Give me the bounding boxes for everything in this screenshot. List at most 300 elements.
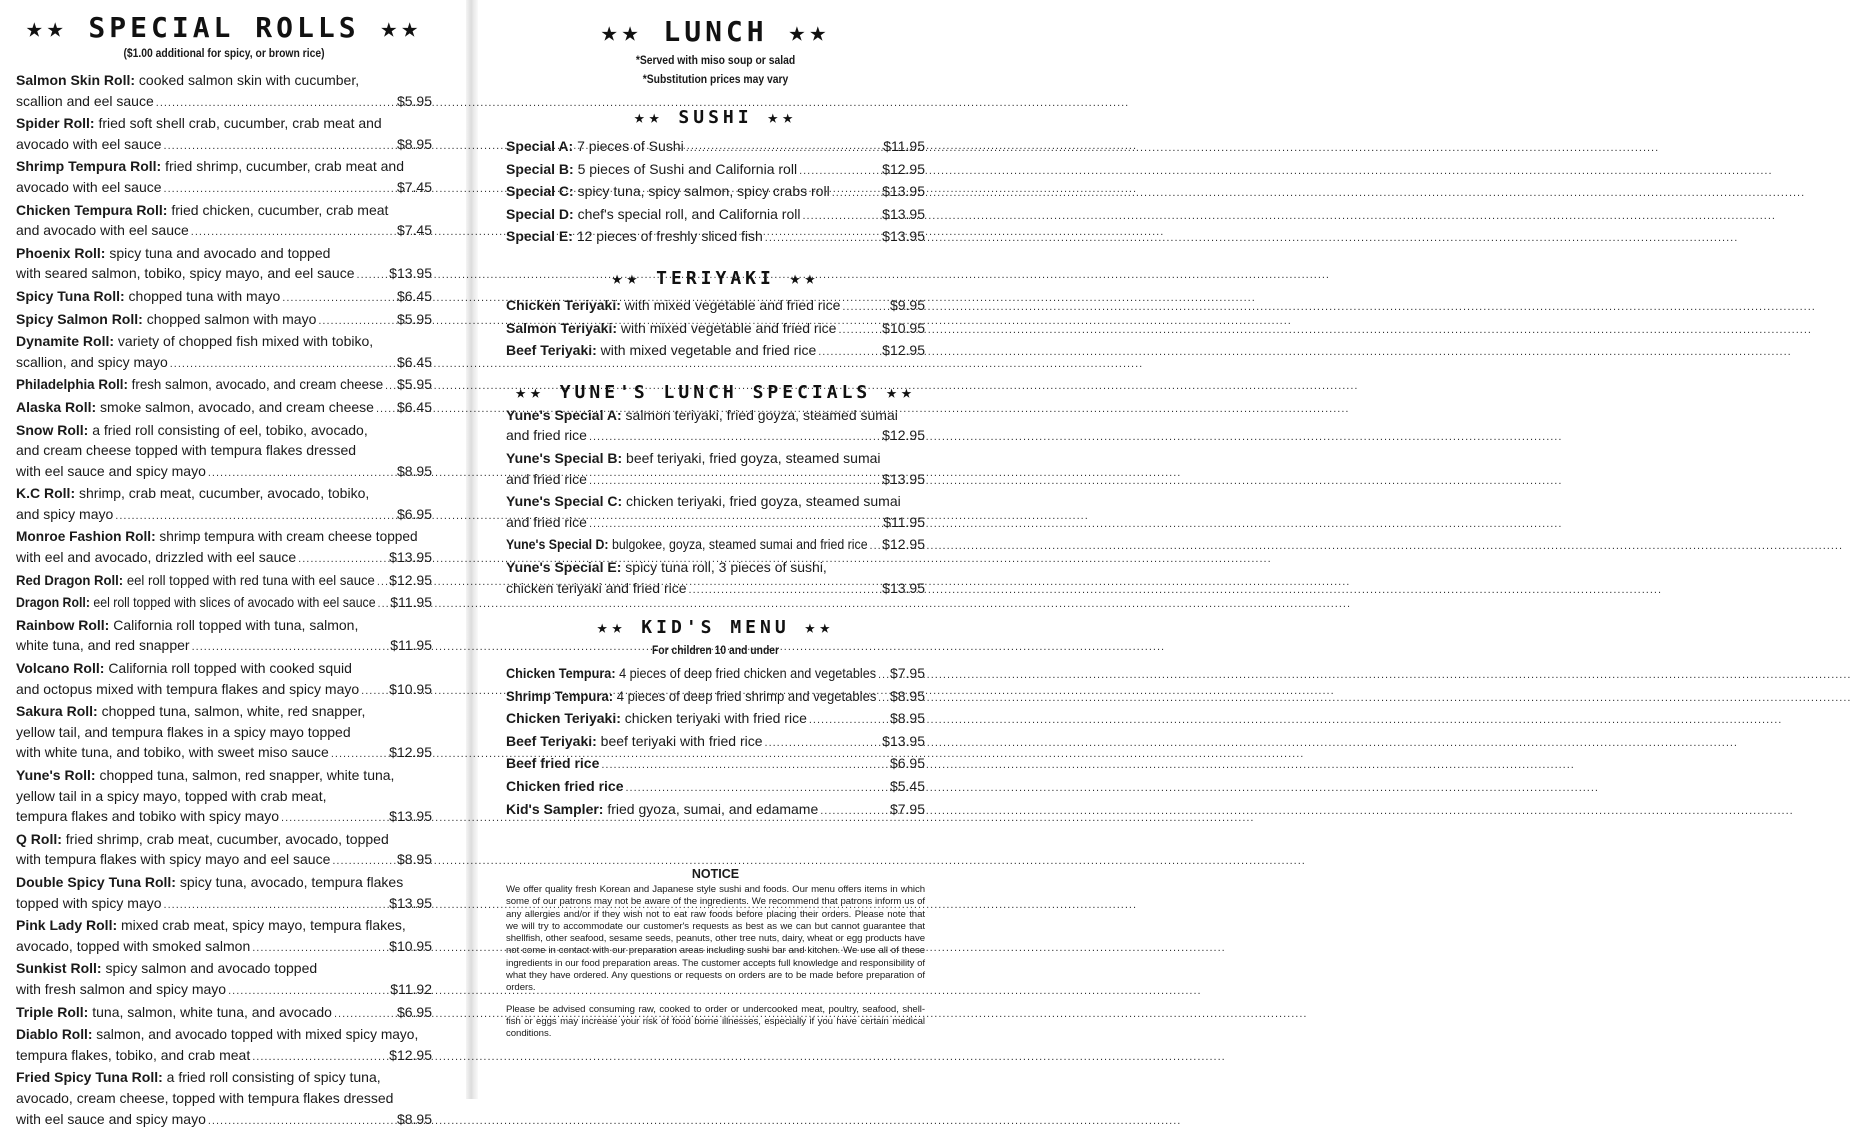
menu-item-fried-spicy-tuna-roll xyxy=(16,1067,432,1131)
menu-item-spicy-tuna-roll xyxy=(16,286,432,309)
menu-item-name: Fried Spicy Tuna Roll: xyxy=(16,1069,163,1085)
menu-item-volcano-roll xyxy=(16,658,432,701)
dot-leader xyxy=(252,1045,387,1068)
menu-item-diablo-roll xyxy=(16,1024,432,1067)
menu-item-price: $12.95 xyxy=(882,159,925,180)
menu-item-yune-s-special-a xyxy=(506,405,925,448)
menu-item-price-line xyxy=(16,397,432,420)
menu-item-description: bulgokee, goyza, steamed sumai and fried rice xyxy=(612,536,868,552)
menu-item-price-line xyxy=(16,806,432,829)
dot-leader xyxy=(689,578,881,601)
menu-item-description: cooked salmon skin with cucumber, xyxy=(139,72,359,88)
menu-item-text xyxy=(16,483,369,504)
special-rolls-subtitle: ($1.00 additional for spicy, or brown rice) xyxy=(37,45,411,64)
menu-item-text xyxy=(16,440,356,461)
menu-item-name: Special C: xyxy=(506,183,574,199)
menu-item-price-line xyxy=(506,136,925,159)
menu-item-description: chicken teriyaki, fried goyza, steamed sumai xyxy=(626,493,901,509)
menu-item-double-spicy-tuna-roll xyxy=(16,872,432,915)
menu-item-salmon-teriyaki xyxy=(506,318,925,341)
menu-item-desc-line xyxy=(16,915,432,936)
menu-item-description: spicy tuna, spicy salmon, spicy crabs roll xyxy=(578,183,830,199)
menu-item-name: Chicken Teriyaki: xyxy=(506,710,621,726)
menu-item-price-line xyxy=(16,286,432,309)
menu-item-text xyxy=(506,799,818,820)
dot-leader xyxy=(589,512,881,535)
menu-item-price: $13.95 xyxy=(882,204,925,225)
menu-item-triple-roll xyxy=(16,1002,432,1025)
dot-leader xyxy=(332,849,395,872)
menu-item-description: avocado with eel sauce xyxy=(16,136,162,152)
menu-item-description: California roll topped with tuna, salmon, xyxy=(113,617,358,633)
menu-item-name: Rainbow Roll: xyxy=(16,617,109,633)
menu-item-desc-line xyxy=(16,872,432,893)
notice-section xyxy=(506,867,925,1050)
menu-item-name: Special A: xyxy=(506,138,573,154)
menu-item-price: $10.95 xyxy=(882,318,925,339)
menu-item-description: 7 pieces of Sushi xyxy=(577,138,684,154)
dot-leader xyxy=(208,1109,395,1131)
yunes-lunch-specials-list xyxy=(506,405,925,600)
menu-item-name: Special D: xyxy=(506,206,574,222)
yunes-lunch-specials-title: ★★ YUNE'S LUNCH SPECIALS ★★ xyxy=(506,381,925,405)
menu-item-rainbow-roll xyxy=(16,615,432,658)
menu-item-description: chopped tuna, salmon, red snapper, white tuna, xyxy=(99,767,394,783)
menu-item-name: Phoenix Roll: xyxy=(16,245,105,261)
menu-item-beef-teriyaki xyxy=(506,340,925,363)
menu-item-text xyxy=(16,915,406,936)
menu-item-text xyxy=(506,753,599,774)
dot-leader xyxy=(878,663,888,686)
menu-item-text xyxy=(16,742,329,763)
menu-item-price: $13.95 xyxy=(389,806,432,827)
menu-item-description: yellow tail in a spicy mayo, topped with crab meat, xyxy=(16,788,326,804)
menu-item-price: $13.95 xyxy=(389,893,432,914)
menu-item-description: tempura flakes and tobiko with spicy mayo xyxy=(16,808,279,824)
menu-item-name: Triple Roll: xyxy=(16,1004,88,1020)
menu-item-desc-line xyxy=(506,557,925,578)
dot-leader xyxy=(838,318,880,341)
menu-item-text xyxy=(506,204,800,225)
menu-item-price-line xyxy=(16,263,432,286)
menu-item-description: and spicy mayo xyxy=(16,506,113,522)
dot-leader xyxy=(765,226,880,249)
menu-item-kid-s-sampler xyxy=(506,799,925,822)
menu-item-desc-line xyxy=(506,491,925,512)
menu-item-text xyxy=(16,374,383,395)
menu-item-price-line xyxy=(506,663,925,686)
menu-item-text xyxy=(16,243,330,264)
menu-item-description: with eel sauce and spicy mayo xyxy=(16,1111,206,1127)
dot-leader xyxy=(385,374,395,397)
menu-item-text xyxy=(16,893,162,914)
menu-item-price: $8.95 xyxy=(397,134,432,155)
menu-item-price: $12.95 xyxy=(389,742,432,763)
menu-item-description: with mixed vegetable and fried rice xyxy=(601,342,817,358)
menu-item-description: spicy tuna roll, 3 pieces of sushi, xyxy=(625,559,827,575)
menu-item-price: $12.95 xyxy=(389,570,432,591)
menu-item-price: $6.45 xyxy=(397,397,432,418)
menu-item-price-line xyxy=(16,679,432,702)
menu-item-text xyxy=(506,226,763,247)
menu-item-name: Spicy Salmon Roll: xyxy=(16,311,143,327)
menu-item-text xyxy=(506,469,587,490)
menu-item-description: shrimp, crab meat, cucumber, avocado, tobiko, xyxy=(79,485,369,501)
menu-item-price: $12.95 xyxy=(882,534,925,555)
menu-item-price: $11.95 xyxy=(390,635,432,656)
dot-leader xyxy=(601,753,888,776)
menu-item-desc-line xyxy=(16,331,432,352)
menu-item-price: $13.95 xyxy=(882,731,925,752)
menu-item-price: $5.95 xyxy=(397,309,432,330)
special-rolls-list xyxy=(16,70,432,1131)
menu-item-text xyxy=(16,806,279,827)
menu-item-text xyxy=(506,136,684,157)
menu-item-price-line xyxy=(16,1002,432,1025)
menu-item-pink-lady-roll xyxy=(16,915,432,958)
dot-leader xyxy=(357,263,388,286)
menu-item-price: $6.45 xyxy=(397,352,432,373)
menu-item-text xyxy=(506,578,687,599)
menu-item-text xyxy=(506,159,797,180)
menu-item-sunkist-roll xyxy=(16,958,432,1001)
menu-item-description: and fried rice xyxy=(506,427,587,443)
menu-item-price: $10.95 xyxy=(389,936,432,957)
menu-item-description: fried shrimp, cucumber, crab meat and xyxy=(165,158,404,174)
menu-item-text xyxy=(506,686,876,707)
menu-item-text xyxy=(16,309,316,330)
menu-item-price-line xyxy=(16,91,432,114)
dot-leader xyxy=(192,635,389,658)
menu-item-description: a fried roll consisting of eel, tobiko, avocado, xyxy=(92,422,368,438)
menu-item-price-line xyxy=(506,708,925,731)
menu-item-special-e xyxy=(506,226,925,249)
menu-item-description: yellow tail, and tempura flakes in a spicy mayo topped xyxy=(16,724,351,740)
menu-item-description: scallion and eel sauce xyxy=(16,93,154,109)
menu-item-text xyxy=(506,731,763,752)
menu-item-name: Double Spicy Tuna Roll: xyxy=(16,874,176,890)
menu-item-description: 5 pieces of Sushi and California roll xyxy=(578,161,797,177)
kids-menu-list xyxy=(506,663,925,821)
dot-leader xyxy=(799,159,880,182)
menu-item-description: chopped tuna with mayo xyxy=(129,288,281,304)
menu-item-name: Chicken Teriyaki: xyxy=(506,297,621,313)
menu-item-text xyxy=(16,1045,250,1066)
menu-item-desc-line xyxy=(16,440,432,461)
menu-item-text xyxy=(506,448,881,469)
menu-item-price: $6.95 xyxy=(397,504,432,525)
dot-leader xyxy=(334,1002,395,1025)
menu-item-shrimp-tempura-roll xyxy=(16,156,432,199)
menu-item-desc-line xyxy=(16,420,432,441)
dot-leader xyxy=(252,936,387,959)
menu-item-name: Beef Teriyaki: xyxy=(506,733,597,749)
menu-item-text xyxy=(16,461,206,482)
dot-leader xyxy=(589,469,880,492)
teriyaki-title: ★★ TERIYAKI ★★ xyxy=(506,267,925,291)
menu-item-price-line xyxy=(16,635,432,658)
menu-item-text xyxy=(16,331,373,352)
menu-item-description: salmon, and avocado topped with mixed spicy mayo, xyxy=(96,1026,418,1042)
menu-item-q-roll xyxy=(16,829,432,872)
menu-item-price-line xyxy=(506,295,925,318)
dot-leader xyxy=(282,286,395,309)
menu-item-name: Q Roll: xyxy=(16,831,62,847)
menu-item-price: $11.95 xyxy=(883,136,925,157)
menu-item-price-line xyxy=(16,352,432,375)
dot-leader xyxy=(809,708,888,731)
dot-leader xyxy=(878,686,888,709)
menu-item-description: California roll topped with cooked squid xyxy=(108,660,352,676)
dot-leader xyxy=(842,295,888,318)
menu-item-text xyxy=(506,340,816,361)
menu-item-description: with white tuna, and tobiko, with sweet miso sauce xyxy=(16,744,329,760)
menu-item-price-line xyxy=(506,204,925,227)
menu-item-text xyxy=(506,318,836,339)
menu-item-text xyxy=(16,979,226,1000)
dot-leader xyxy=(318,309,395,332)
menu-item-text xyxy=(16,592,376,613)
menu-item-text xyxy=(506,512,587,533)
menu-item-desc-line xyxy=(16,765,432,786)
lunch-column xyxy=(506,0,925,821)
menu-item-name: Sakura Roll: xyxy=(16,703,98,719)
menu-item-description: with eel sauce and spicy mayo xyxy=(16,463,206,479)
menu-item-text xyxy=(16,397,374,418)
menu-item-desc-line xyxy=(16,786,432,807)
menu-item-price: $10.95 xyxy=(389,679,432,700)
menu-item-price-line xyxy=(16,461,432,484)
menu-item-special-a xyxy=(506,136,925,159)
menu-item-price-line xyxy=(506,776,925,799)
menu-item-text xyxy=(506,534,868,555)
menu-item-name: Philadelphia Roll: xyxy=(16,376,128,392)
dot-leader xyxy=(361,679,387,702)
menu-item-price-line xyxy=(16,177,432,200)
kids-menu-subtitle: For children 10 and under xyxy=(527,642,904,661)
menu-item-description: a fried roll consisting of spicy tuna, xyxy=(167,1069,381,1085)
menu-item-text xyxy=(16,420,368,441)
menu-item-spider-roll xyxy=(16,113,432,156)
menu-item-name: Sunkist Roll: xyxy=(16,960,102,976)
dot-leader xyxy=(802,204,880,227)
menu-item-price: $5.95 xyxy=(397,91,432,112)
menu-item-price-line xyxy=(16,742,432,765)
menu-item-price-line xyxy=(506,159,925,182)
menu-item-name: Special E: xyxy=(506,228,573,244)
menu-item-name: K.C Roll: xyxy=(16,485,75,501)
menu-item-text xyxy=(16,526,418,547)
menu-item-desc-line xyxy=(16,958,432,979)
menu-item-description: scallion, and spicy mayo xyxy=(16,354,168,370)
dot-leader xyxy=(228,979,388,1002)
dot-leader xyxy=(832,181,880,204)
menu-item-name: Red Dragon Roll: xyxy=(16,572,123,588)
menu-item-text xyxy=(16,70,359,91)
menu-item-text xyxy=(16,615,358,636)
menu-item-price-line xyxy=(16,592,432,615)
dot-leader xyxy=(191,220,395,243)
menu-item-description: avocado with eel sauce xyxy=(16,179,162,195)
menu-item-name: Monroe Fashion Roll: xyxy=(16,528,156,544)
menu-item-text xyxy=(16,849,330,870)
menu-item-text xyxy=(16,958,317,979)
menu-item-description: chicken teriyaki with fried rice xyxy=(625,710,807,726)
menu-item-name: Chicken fried rice xyxy=(506,778,624,794)
menu-item-desc-line xyxy=(16,200,432,221)
menu-item-text xyxy=(16,679,359,700)
menu-item-description: chopped tuna, salmon, white, red snapper, xyxy=(102,703,366,719)
menu-item-description: beef teriyaki with fried rice xyxy=(601,733,763,749)
menu-item-text xyxy=(16,91,154,112)
menu-item-price: $13.95 xyxy=(389,547,432,568)
menu-item-name: Chicken Tempura: xyxy=(506,665,616,681)
menu-item-name: Chicken Tempura Roll: xyxy=(16,202,167,218)
menu-item-description: and octopus mixed with tempura flakes and spicy mayo xyxy=(16,681,359,697)
notice-paragraph-1: We offer quality fresh Korean and Japanese style sushi and foods. Our menu offers items in which some of our patrons may not be aware of the ingredients. We recommend that patrons inform us of any allergies and/or if they wish not to eat raw foods before placing their orders. Please note that we will try to accommodate our customer's requests as best as we can but cannot guarantee that shellfish, other seafood, sesame seeds, peanuts, other tree nuts, dairy, wheat or egg products have not come in contact with our preparation areas including sushi bar and kitchen. We use all of these ingredients in our food preparation areas. The customer accepts full knowledge and responsibility of what they have ordered. Any questions or requests on orders are to be made before preparation of orders. xyxy=(506,884,925,995)
menu-item-text xyxy=(506,181,830,202)
menu-item-text xyxy=(506,776,624,797)
dot-leader xyxy=(378,592,389,615)
menu-item-special-b xyxy=(506,159,925,182)
menu-item-shrimp-tempura xyxy=(506,686,925,709)
dot-leader xyxy=(281,806,387,829)
menu-item-price-line xyxy=(16,936,432,959)
menu-item-desc-line xyxy=(16,113,432,134)
menu-item-description: variety of chopped fish mixed with tobiko, xyxy=(118,333,373,349)
menu-item-price-line xyxy=(506,318,925,341)
menu-item-chicken-teriyaki xyxy=(506,295,925,318)
menu-item-price: $13.95 xyxy=(882,181,925,202)
menu-item-price: $8.95 xyxy=(890,708,925,729)
menu-item-price-line xyxy=(16,849,432,872)
menu-item-desc-line xyxy=(16,701,432,722)
menu-item-name: Special B: xyxy=(506,161,574,177)
menu-item-yune-s-special-b xyxy=(506,448,925,491)
dot-leader xyxy=(626,776,888,799)
menu-item-price-line xyxy=(16,1109,432,1131)
menu-item-description: fried chicken, cucumber, crab meat xyxy=(171,202,388,218)
menu-item-text xyxy=(16,635,190,656)
menu-item-price-line xyxy=(16,220,432,243)
menu-item-name: Dragon Roll: xyxy=(16,594,90,610)
notice-paragraph-2: Please be advised consuming raw, cooked to order or undercooked meat, poultry, seafood, shell-fish or eggs may increase your risk of food borne illnesses, especially if you have certain medical conditions. xyxy=(506,1004,925,1041)
menu-item-phoenix-roll xyxy=(16,243,432,286)
menu-item-desc-line xyxy=(16,658,432,679)
menu-item-description: and cream cheese topped with tempura flakes dressed xyxy=(16,442,356,458)
menu-item-text xyxy=(16,786,326,807)
menu-item-desc-line xyxy=(16,243,432,264)
lunch-note-2: *Substitution prices may vary xyxy=(527,71,904,90)
menu-item-name: Spider Roll: xyxy=(16,115,95,131)
dot-leader xyxy=(377,570,387,593)
menu-item-price: $12.95 xyxy=(389,1045,432,1066)
menu-item-price-line xyxy=(16,979,432,1002)
dot-leader xyxy=(870,534,881,557)
menu-item-price: $13.95 xyxy=(882,226,925,247)
menu-item-text xyxy=(16,1002,332,1023)
dot-leader xyxy=(164,134,395,157)
menu-item-price-line xyxy=(506,226,925,249)
menu-item-description: chef's special roll, and California roll xyxy=(578,206,801,222)
menu-item-description: with mixed vegetable and fried rice xyxy=(625,297,841,313)
menu-item-text xyxy=(16,113,382,134)
menu-item-text xyxy=(16,1109,206,1130)
menu-item-text xyxy=(16,156,404,177)
menu-item-text xyxy=(16,286,280,307)
menu-item-description: fried soft shell crab, cucumber, crab meat and xyxy=(98,115,381,131)
menu-item-description: with fresh salmon and spicy mayo xyxy=(16,981,226,997)
menu-item-text xyxy=(16,352,168,373)
menu-item-price-line xyxy=(506,340,925,363)
dot-leader xyxy=(376,397,395,420)
kids-menu-title: ★★ KID'S MENU ★★ xyxy=(506,616,925,640)
menu-item-yune-s-special-e xyxy=(506,557,925,600)
menu-item-text xyxy=(16,1024,418,1045)
menu-item-red-dragon-roll xyxy=(16,570,432,593)
menu-item-description: eel roll topped with slices of avocado with eel sauce xyxy=(93,594,375,610)
menu-item-text xyxy=(16,263,355,284)
sushi-list xyxy=(506,136,925,249)
dot-leader xyxy=(156,91,395,114)
menu-item-price: $8.95 xyxy=(397,1109,432,1130)
menu-item-price-line xyxy=(16,134,432,157)
special-rolls-section xyxy=(16,0,432,1131)
menu-item-spicy-salmon-roll xyxy=(16,309,432,332)
menu-item-yune-s-special-c xyxy=(506,491,925,534)
menu-item-desc-line xyxy=(16,722,432,743)
menu-item-text xyxy=(16,1088,393,1109)
menu-item-description: shrimp tempura with cream cheese topped xyxy=(159,528,417,544)
menu-item-dragon-roll xyxy=(16,592,432,615)
teriyaki-list xyxy=(506,295,925,363)
menu-item-price-line xyxy=(16,1045,432,1068)
menu-item-name: Dynamite Roll: xyxy=(16,333,114,349)
menu-item-description: eel roll topped with red tuna with eel sauce xyxy=(127,572,375,588)
menu-item-name: Shrimp Tempura: xyxy=(506,688,613,704)
menu-item-price-line xyxy=(16,893,432,916)
menu-item-price: $6.45 xyxy=(397,286,432,307)
menu-item-chicken-teriyaki xyxy=(506,708,925,731)
page-fold xyxy=(466,0,478,1099)
menu-item-price: $7.45 xyxy=(397,220,432,241)
dot-leader xyxy=(686,136,882,159)
menu-item-desc-line xyxy=(16,156,432,177)
menu-item-text xyxy=(506,557,827,578)
menu-item-desc-line xyxy=(16,1067,432,1088)
menu-item-text xyxy=(16,504,113,525)
menu-item-text xyxy=(16,220,189,241)
menu-item-description: chopped salmon with mayo xyxy=(147,311,317,327)
menu-item-dynamite-roll xyxy=(16,331,432,374)
menu-item-price-line xyxy=(506,512,925,535)
dot-leader xyxy=(818,340,880,363)
menu-item-salmon-skin-roll xyxy=(16,70,432,113)
menu-item-price-line xyxy=(16,374,432,397)
menu-item-price: $12.95 xyxy=(882,340,925,361)
menu-item-text xyxy=(16,936,250,957)
menu-item-price-line xyxy=(506,425,925,448)
menu-item-desc-line xyxy=(16,70,432,91)
menu-item-chicken-tempura xyxy=(506,663,925,686)
dot-leader xyxy=(208,461,395,484)
menu-item-name: Salmon Teriyaki: xyxy=(506,320,617,336)
menu-item-desc-line xyxy=(16,1024,432,1045)
menu-item-description: fried gyoza, sumai, and edamame xyxy=(607,801,818,817)
menu-item-price-line xyxy=(506,686,925,709)
menu-item-price: $8.95 xyxy=(397,461,432,482)
menu-item-price: $8.95 xyxy=(397,849,432,870)
